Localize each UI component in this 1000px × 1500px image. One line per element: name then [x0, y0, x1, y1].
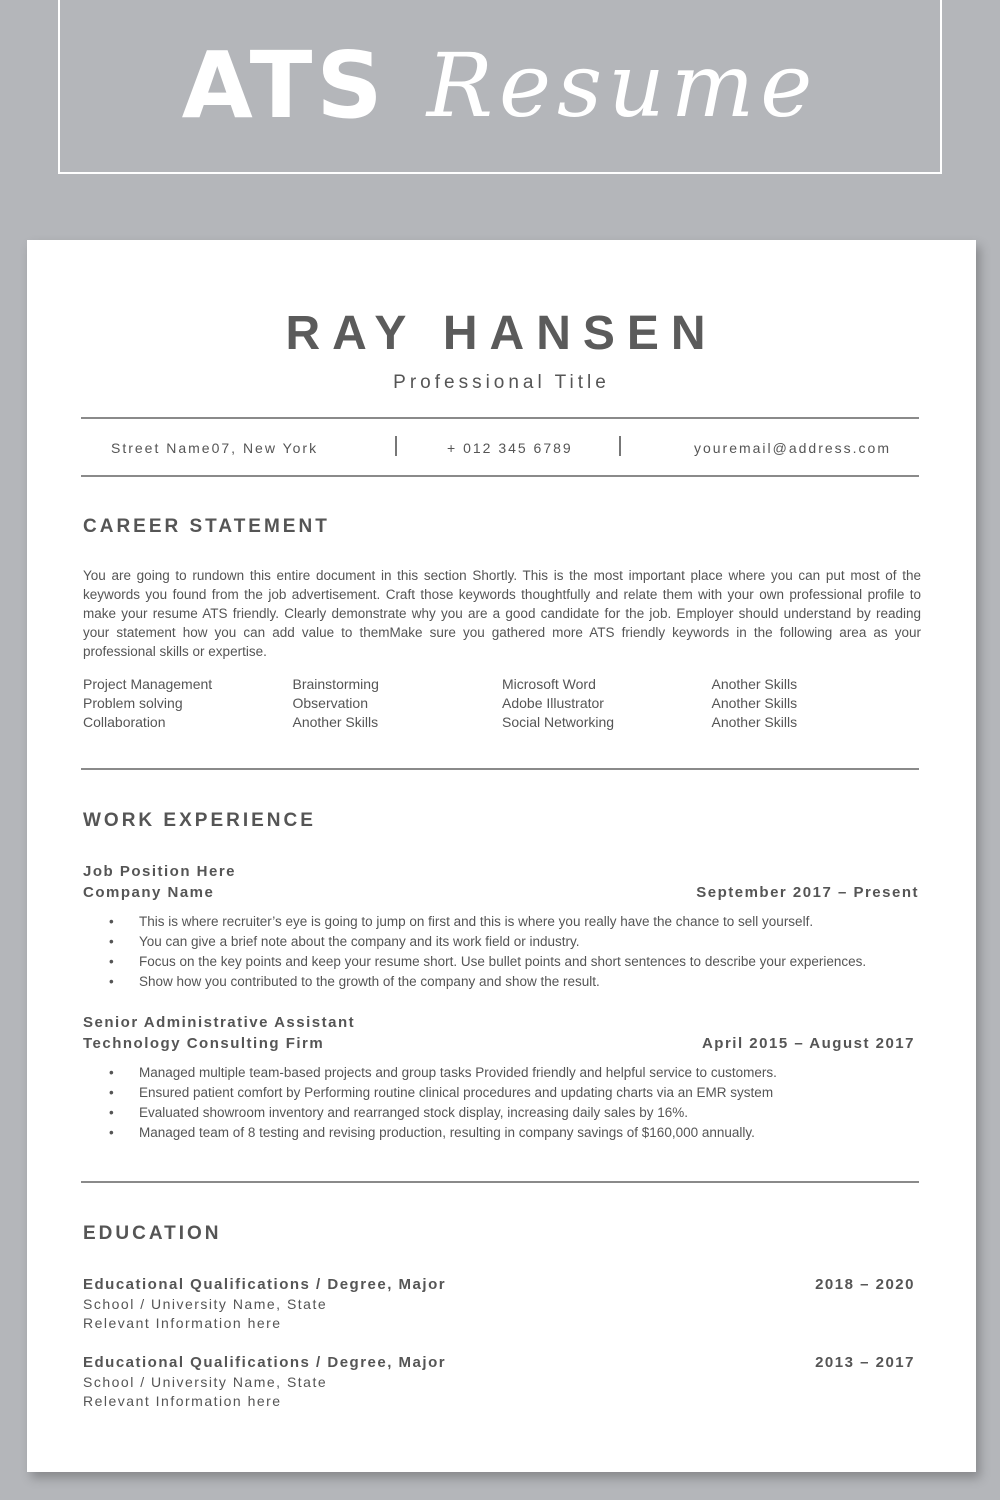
skill-item: Another Skills [711, 714, 798, 730]
education-school: School / University Name, State [83, 1296, 328, 1312]
banner [58, 0, 942, 174]
divider [81, 475, 919, 477]
contact-phone: + 012 345 6789 [447, 440, 573, 456]
job-bullet: • Ensured patient comfort by Performing routine clinical procedures and updating charts via an EMR system [107, 1083, 777, 1103]
job-dates: September 2017 – Present [696, 884, 919, 901]
education-school: School / University Name, State [83, 1374, 328, 1390]
job-company: Technology Consulting Firm [83, 1035, 325, 1052]
divider [81, 768, 919, 770]
job-bullet: • Managed team of 8 testing and revising production, resulting in company savings of $160,000 annually. [107, 1123, 777, 1143]
divider [81, 417, 919, 419]
skills-column [712, 675, 922, 732]
contact-email: youremail@address.com [693, 440, 891, 456]
professional-title: Professional Title [393, 372, 610, 393]
job-bullet: • Show how you contributed to the growth of the company and show the result. [107, 972, 866, 992]
skill-item: Brainstorming [292, 676, 379, 692]
job-bullets [107, 1063, 777, 1143]
job-bullet: • Managed multiple team-based projects and group tasks Provided friendly and helpful service to customers. [107, 1063, 777, 1083]
education-degree: Educational Qualifications / Degree, Major [83, 1354, 447, 1371]
skill-item: Adobe Illustrator [502, 695, 604, 711]
banner-title: ATS [181, 31, 387, 139]
education-years: 2013 – 2017 [815, 1354, 915, 1371]
career-statement-text: You are going to rundown this entire document in this section Shortly. This is the most important place where you can put most of the keywords you found from the job advertisement. Craft those keywords thoughtfully and relate them with your own professional profile to make your resume ATS friendly. Clearly demonstrate why you are a good candidate for the job. Employer should understand by reading your statement how you can add value to themMake sure you gathered more ATS friendly keywords in the following area as your professional skills or expertise. [83, 568, 921, 659]
candidate-name: RAY HANSEN [285, 307, 718, 360]
education-info: Relevant Information here [83, 1393, 282, 1409]
skills-column [293, 675, 503, 732]
skill-item: Social Networking [502, 714, 615, 730]
education-heading: EDUCATION [83, 1223, 222, 1244]
skill-item: Microsoft Word [502, 676, 596, 692]
career-statement-heading: CAREER STATEMENT [83, 516, 330, 537]
contact-address: Street Name07, New York [111, 440, 319, 456]
job-bullets [107, 912, 866, 992]
job-bullet: • This is where recruiter’s eye is going to jump on first and this is where you really have the chance to sell yourself. [107, 912, 866, 932]
education-info: Relevant Information here [83, 1315, 282, 1331]
job-bullet: • Evaluated showroom inventory and rearranged stock display, increasing daily sales by 16%. [107, 1103, 777, 1123]
job-company: Company Name [83, 884, 215, 901]
skills-grid [83, 675, 921, 732]
work-experience-heading: WORK EXPERIENCE [83, 810, 316, 831]
job-position: Job Position Here [83, 863, 237, 880]
contact-separator [619, 436, 621, 456]
skill-item: Another Skills [711, 695, 798, 711]
contact-separator [395, 436, 397, 456]
skills-column [83, 675, 293, 732]
job-bullet: • You can give a brief note about the company and its work field or industry. [107, 932, 866, 952]
education-years: 2018 – 2020 [815, 1276, 915, 1293]
skill-item: Another Skills [292, 714, 379, 730]
skill-item: Observation [292, 695, 368, 711]
divider [81, 1181, 919, 1183]
education-degree: Educational Qualifications / Degree, Major [83, 1276, 447, 1293]
job-bullet: • Focus on the key points and keep your resume short. Use bullet points and short sentences to describe your experiences. [107, 952, 866, 972]
skill-item: Project Management [83, 676, 213, 692]
skill-item: Collaboration [83, 714, 166, 730]
resume-page [27, 240, 976, 1472]
skills-column [502, 675, 712, 732]
banner-script-title: Resume [426, 33, 819, 137]
skill-item: Problem solving [83, 695, 183, 711]
skill-item: Another Skills [711, 676, 798, 692]
job-position: Senior Administrative Assistant [83, 1014, 356, 1031]
job-dates: April 2015 – August 2017 [701, 1035, 915, 1052]
